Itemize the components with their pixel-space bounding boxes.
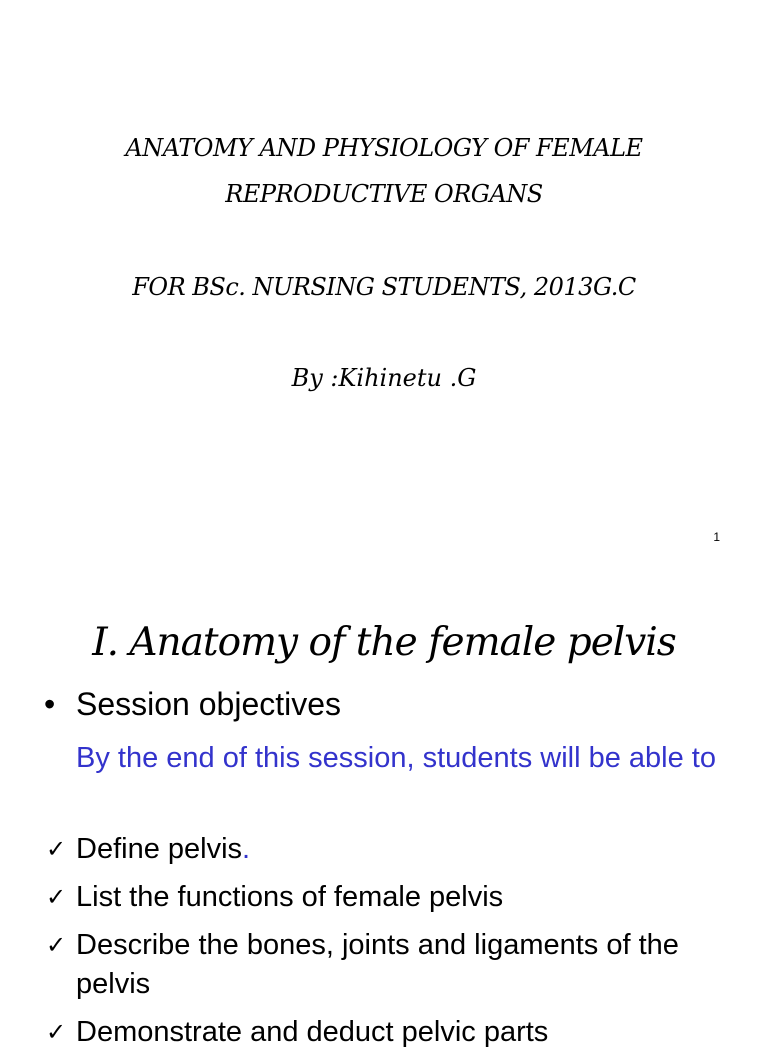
objective-text: List the functions of female pelvis: [76, 881, 504, 913]
list-item: [46, 926, 726, 1004]
check-icon: ✓: [46, 883, 67, 911]
list-item: [46, 878, 726, 917]
objective-text: Demonstrate and deduct pelvic parts: [76, 1016, 549, 1048]
author-line: By :Kihinetu .G: [291, 364, 477, 392]
list-item: [46, 1013, 726, 1052]
check-icon: ✓: [46, 931, 67, 959]
slide-number: 1: [713, 530, 720, 544]
objective-text: Describe the bones, joints and ligaments of the pelvis: [76, 929, 679, 1000]
intro-text: By the end of this session, students will be able to: [76, 742, 716, 774]
objectives-list: [46, 830, 726, 1061]
audience-line: FOR BSc. NURSING STUDENTS, 2013G.C: [132, 273, 636, 301]
title-line-1: ANATOMY AND PHYSIOLOGY OF FEMALE: [125, 134, 643, 162]
bullet-symbol: •: [44, 686, 56, 722]
slide-heading: I. Anatomy of the female pelvis: [92, 620, 676, 665]
title-line-2: REPRODUCTIVE ORGANS: [225, 180, 543, 208]
objective-text: Define pelvis.: [76, 833, 251, 865]
bullet-text: Session objectives: [76, 686, 342, 722]
check-icon: ✓: [46, 835, 67, 863]
check-icon: ✓: [46, 1018, 67, 1046]
list-item: [46, 830, 726, 869]
objectives-slide: [0, 576, 768, 1048]
session-objectives-bullet: [44, 686, 341, 723]
